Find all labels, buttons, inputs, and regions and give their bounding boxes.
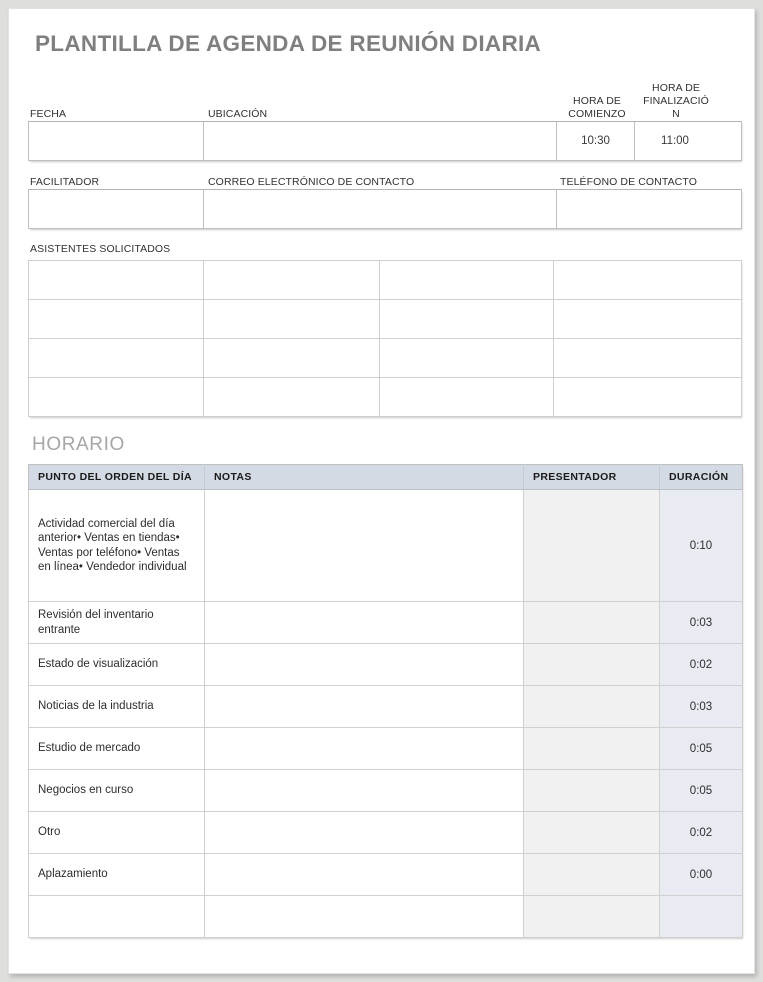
cell-notes[interactable] bbox=[205, 490, 524, 602]
table-row bbox=[29, 728, 743, 770]
cell-notes[interactable] bbox=[205, 728, 524, 770]
label-start-time: HORA DE COMIENZO bbox=[568, 95, 626, 120]
row1-label-bar bbox=[28, 77, 742, 121]
page-title: PLANTILLA DE AGENDA DE REUNIÓN DIARIA bbox=[35, 31, 542, 56]
cell-notes[interactable] bbox=[205, 770, 524, 812]
cell-agenda-item[interactable]: Aplazamiento bbox=[29, 854, 205, 896]
table-row bbox=[29, 261, 742, 300]
schedule-table bbox=[28, 464, 743, 938]
attendee-cell[interactable] bbox=[29, 378, 204, 417]
meeting-info-block bbox=[28, 77, 742, 229]
cell-duration[interactable]: 0:10 bbox=[660, 490, 743, 602]
cell-agenda-item[interactable]: Estado de visualización bbox=[29, 644, 205, 686]
attendee-cell[interactable] bbox=[203, 378, 379, 417]
meeting-info-row-2 bbox=[28, 189, 742, 229]
column-header-agenda-item: PUNTO DEL ORDEN DEL DÍA bbox=[29, 465, 205, 490]
cell-presenter[interactable] bbox=[524, 854, 660, 896]
table-row bbox=[29, 644, 743, 686]
cell-duration[interactable]: 0:00 bbox=[660, 854, 743, 896]
cell-duration[interactable] bbox=[660, 896, 743, 938]
cell-presenter[interactable] bbox=[524, 896, 660, 938]
cell-agenda-item[interactable]: Otro bbox=[29, 812, 205, 854]
document-body bbox=[28, 21, 742, 938]
cell-notes[interactable] bbox=[205, 896, 524, 938]
cell-presenter[interactable] bbox=[524, 812, 660, 854]
label-contact-email: CORREO ELECTRÓNICO DE CONTACTO bbox=[208, 176, 415, 188]
cell-presenter[interactable] bbox=[524, 644, 660, 686]
attendee-cell[interactable] bbox=[29, 339, 204, 378]
meeting-info-row-1 bbox=[28, 121, 742, 161]
cell-agenda-item[interactable]: Noticias de la industria bbox=[29, 686, 205, 728]
table-row bbox=[29, 602, 743, 644]
field-contact-email[interactable] bbox=[204, 190, 557, 228]
cell-agenda-item[interactable] bbox=[29, 896, 205, 938]
field-location[interactable] bbox=[204, 122, 557, 160]
cell-agenda-item[interactable]: Negocios en curso bbox=[29, 770, 205, 812]
field-contact-phone[interactable] bbox=[557, 190, 715, 228]
attendee-cell[interactable] bbox=[29, 261, 204, 300]
attendee-cell[interactable] bbox=[554, 300, 742, 339]
cell-duration[interactable]: 0:02 bbox=[660, 644, 743, 686]
table-row bbox=[29, 812, 743, 854]
label-date: FECHA bbox=[30, 108, 67, 120]
label-requested-attendees: ASISTENTES SOLICITADOS bbox=[30, 243, 171, 255]
column-header-notes: NOTAS bbox=[205, 465, 524, 490]
table-row bbox=[29, 896, 743, 938]
cell-notes[interactable] bbox=[205, 686, 524, 728]
row2-label-bar bbox=[28, 173, 742, 189]
attendee-cell[interactable] bbox=[379, 339, 554, 378]
attendee-cell[interactable] bbox=[554, 378, 742, 417]
schedule-header-row bbox=[29, 465, 743, 490]
attendees-table bbox=[28, 260, 742, 417]
cell-notes[interactable] bbox=[205, 644, 524, 686]
attendee-cell[interactable] bbox=[554, 339, 742, 378]
section-title-schedule: HORARIO bbox=[32, 434, 125, 455]
field-facilitator[interactable] bbox=[29, 190, 204, 228]
cell-notes[interactable] bbox=[205, 602, 524, 644]
cell-presenter[interactable] bbox=[524, 728, 660, 770]
table-row bbox=[29, 854, 743, 896]
label-end-time: HORA DE FINALIZACIÓ N bbox=[643, 82, 709, 120]
cell-notes[interactable] bbox=[205, 812, 524, 854]
attendee-cell[interactable] bbox=[203, 261, 379, 300]
attendee-cell[interactable] bbox=[379, 300, 554, 339]
cell-duration[interactable]: 0:02 bbox=[660, 812, 743, 854]
cell-presenter[interactable] bbox=[524, 490, 660, 602]
cell-duration[interactable]: 0:05 bbox=[660, 770, 743, 812]
field-start-time[interactable]: 10:30 bbox=[557, 122, 635, 160]
cell-presenter[interactable] bbox=[524, 770, 660, 812]
attendee-cell[interactable] bbox=[554, 261, 742, 300]
cell-agenda-item[interactable]: Revisión del inventario entrante bbox=[29, 602, 205, 644]
table-row bbox=[29, 300, 742, 339]
attendee-cell[interactable] bbox=[29, 300, 204, 339]
cell-agenda-item[interactable]: Actividad comercial del día anterior• Ventas en tiendas• Ventas por teléfono• Ventas en línea• Vendedor individual bbox=[29, 490, 205, 602]
table-row bbox=[29, 686, 743, 728]
label-facilitator: FACILITADOR bbox=[30, 176, 100, 188]
field-date[interactable] bbox=[29, 122, 204, 160]
cell-duration[interactable]: 0:03 bbox=[660, 686, 743, 728]
field-end-time[interactable]: 11:00 bbox=[661, 135, 689, 147]
attendee-cell[interactable] bbox=[203, 339, 379, 378]
column-header-duration: DURACIÓN bbox=[660, 465, 743, 490]
attendee-cell[interactable] bbox=[379, 378, 554, 417]
table-row bbox=[29, 339, 742, 378]
label-location: UBICACIÓN bbox=[208, 108, 268, 120]
cell-notes[interactable] bbox=[205, 854, 524, 896]
cell-duration[interactable]: 0:05 bbox=[660, 728, 743, 770]
table-row bbox=[29, 378, 742, 417]
label-contact-phone: TELÉFONO DE CONTACTO bbox=[560, 176, 697, 188]
table-row bbox=[29, 770, 743, 812]
cell-duration[interactable]: 0:03 bbox=[660, 602, 743, 644]
cell-presenter[interactable] bbox=[524, 686, 660, 728]
table-row bbox=[29, 490, 743, 602]
attendee-cell[interactable] bbox=[203, 300, 379, 339]
cell-presenter[interactable] bbox=[524, 602, 660, 644]
attendee-cell[interactable] bbox=[379, 261, 554, 300]
cell-agenda-item[interactable]: Estudio de mercado bbox=[29, 728, 205, 770]
column-header-presenter: PRESENTADOR bbox=[524, 465, 660, 490]
document-page bbox=[8, 8, 755, 974]
